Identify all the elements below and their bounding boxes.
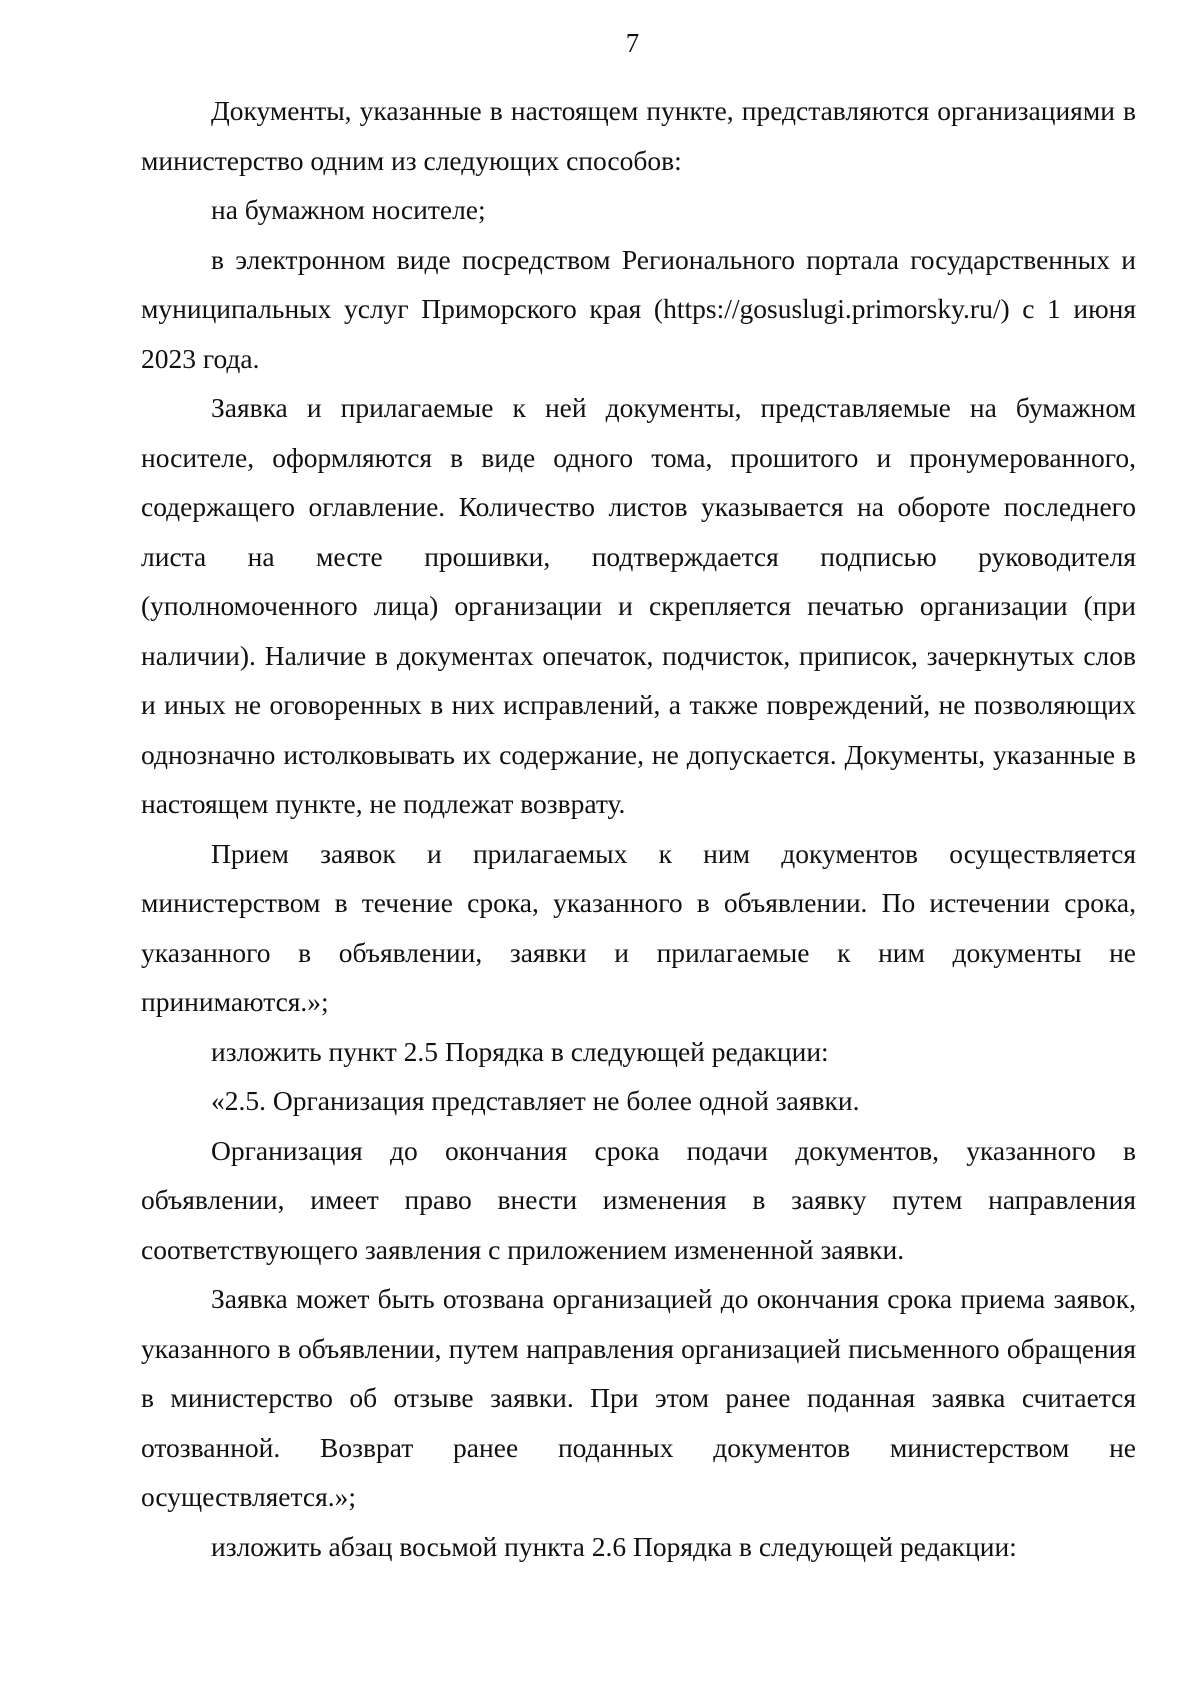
paragraph-application-acceptance: Прием заявок и прилагаемых к ним документов осуществляется министерством в течение срока, указанного в объявлении. По истечении срока, указанного в объявлении, заявки и прилагаемые к ним документы не принимаются.»; [141,837,1136,1017]
paragraph-documents-submission: Документы, указанные в настоящем пункте, представляются организациями в министерство одним из следующих способов: [141,95,1136,176]
paragraph-application-changes: Организация до окончания срока подачи документов, указанного в объявлении, имеет право внести изменения в заявку путем направления соответствующего заявления с приложением измененной заявки. [141,1134,1136,1265]
paragraph-application-withdrawal: Заявка может быть отозвана организацией до окончания срока приема заявок, указанного в объявлении, путем направления организацией письменного обращения в министерство об отзыве заявки. При этом ранее поданная заявка считается отозванной. Возврат ранее поданных документов министерством не осуществляется.»; [141,1283,1136,1512]
paragraph-electronic-form: в электронном виде посредством Регионального портала государственных и муниципальных услуг Приморского края (https://gosuslugi.primorsky.ru/) с 1 июня 2023 года. [141,243,1136,374]
paragraph-application-volume: Заявка и прилагаемые к ней документы, представляемые на бумажном носителе, оформляются в виде одного тома, прошитого и пронумерованного, содержащего оглавление. Количество листов указывается на обороте последнего листа на месте прошивки, подтверждается подписью руководителя (уполномоченного лица) организации и скрепляется печатью организации (при наличии). Наличие в документах опечаток, подчисток, приписок, зачеркнутых слов и иных не оговоренных в них исправлений, а также повреждений, не позволяющих однозначно истолковывать их содержание, не допускается. Документы, указанные в настоящем пункте, не подлежат возврату. [141,392,1136,819]
document-body [141,86,1136,1571]
paragraph-paper-medium: на бумажном носителе; [211,194,486,225]
paragraph-item-2-5: «2.5. Организация представляет не более одной заявки. [211,1085,860,1116]
paragraph-amend-item-2-6: изложить абзац восьмой пункта 2.6 Порядка в следующей редакции: [211,1530,1017,1562]
page-number: 7 [625,28,640,58]
paragraph-amend-item-2-5: изложить пункт 2.5 Порядка в следующей редакции: [211,1035,829,1067]
